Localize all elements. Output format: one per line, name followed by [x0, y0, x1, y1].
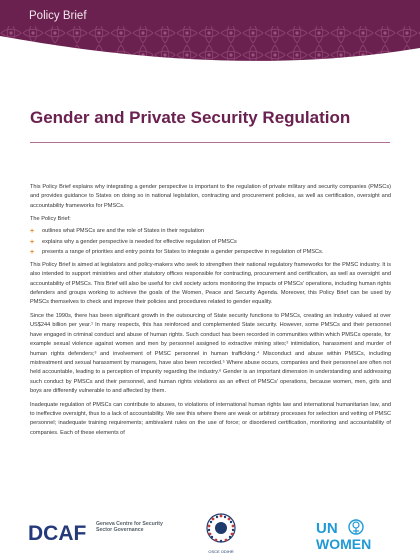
osce-odihr-logo — [196, 511, 246, 549]
list-item — [30, 248, 391, 257]
header-banner — [0, 0, 420, 70]
audience-paragraph: This Policy Brief is aimed at legislators and policy-makers who seek to strengthen their national regulatory frameworks for the PMSC industry. It is also intended to support ministries and other statutory offices responsible for contracting, procurement and certification, as well as oversight and accountability of PMSCs. This Brief will also be useful for civil society actors monitoring the impacts of PMSCs' operations, including human rights defenders and groups working to achieve the goals of the Women, Peace and Security Agenda. Moreover, this Policy Brief can be used by PMSCs themselves to check and improve their policies and procedures related to gender equality. — [30, 261, 391, 306]
plus-icon: + — [30, 227, 35, 235]
bullets-lead: The Policy Brief: — [30, 216, 71, 223]
bullet-list — [30, 227, 391, 258]
list-item-text: outlines what PMSCs are and the role of States in their regulation — [42, 227, 204, 234]
title-divider — [30, 142, 390, 143]
list-item-text: explains why a gender perspective is needed for effective regulation of PMSCs — [42, 238, 237, 245]
list-item-text: presents a range of priorities and entry points for States to integrate a gender perspective in regulation of PMSCs. — [42, 249, 324, 256]
list-item — [30, 227, 391, 236]
header-label: Policy Brief — [29, 10, 87, 22]
page-title: Gender and Private Security Regulation — [30, 108, 351, 127]
un-women-line2: WOMEN — [316, 536, 372, 552]
un-women-line1: UN — [316, 520, 338, 537]
dcaf-logo — [28, 520, 94, 546]
dcaf-mark: DCAF — [28, 522, 87, 545]
plus-icon: + — [30, 238, 35, 246]
osce-caption: OSCE ODIHR — [208, 549, 234, 554]
intro-paragraph: This Policy Brief explains why integrating a gender perspective is important to the regulation of private military and security companies (PMSCs) and provides guidance to States on doing so in national legislation, contracting and procurement policies, as well as certification, oversight and accountability frameworks for PMSCs. — [30, 184, 391, 209]
list-item — [30, 238, 391, 247]
body-content — [30, 183, 391, 442]
inadequate-paragraph: Inadequate regulation of PMSCs can contribute to abuses, to violations of international human rights law and international humanitarian law, and to ineffective oversight, thus to a lack of accountability. We see this where there are weak or arbitrary processes for selection and vetting of PMSC personnel; inadequate training requirements; ambivalent rules on the use of force; or disordered certification, monitoring and accountability of companies. Each of these elements of — [30, 401, 391, 436]
un-women-logo — [316, 518, 398, 552]
dcaf-name: Geneva Centre for Security Sector Governance — [96, 521, 163, 534]
growth-paragraph: Since the 1990s, there has been significant growth in the outsourcing of State security functions to PMSCs, creating an industry valued at over US$244 billion per year.¹ In many respects, this has reinforced and complemented State security. However, some PMSCs and their personnel have engaged in criminal conduct and abuse of human rights. Such conduct has been recorded in communities within which PMSCs operate, for example sexual violence against women and men by personnel assigned to extractive mining sites;² intimidation, harassment and murder of human rights defenders;³ and involvement of PMSC personnel in human trafficking.⁴ Misconduct and abuse within PMSCs, including mistreatment and sexual harassment by managers, have also been recorded.⁵ Where abuse occurs, companies and their personnel are often not held accountable, leading to a perception of impunity regarding the industry.⁶ Gender is an important dimension in understanding and addressing such conduct by PMSCs and their personnel, and human rights violations as an effect of PMSCs' operations, because women, men, girls and boys are differently vulnerable to and affected by them. — [30, 312, 391, 395]
plus-icon: + — [30, 249, 35, 257]
